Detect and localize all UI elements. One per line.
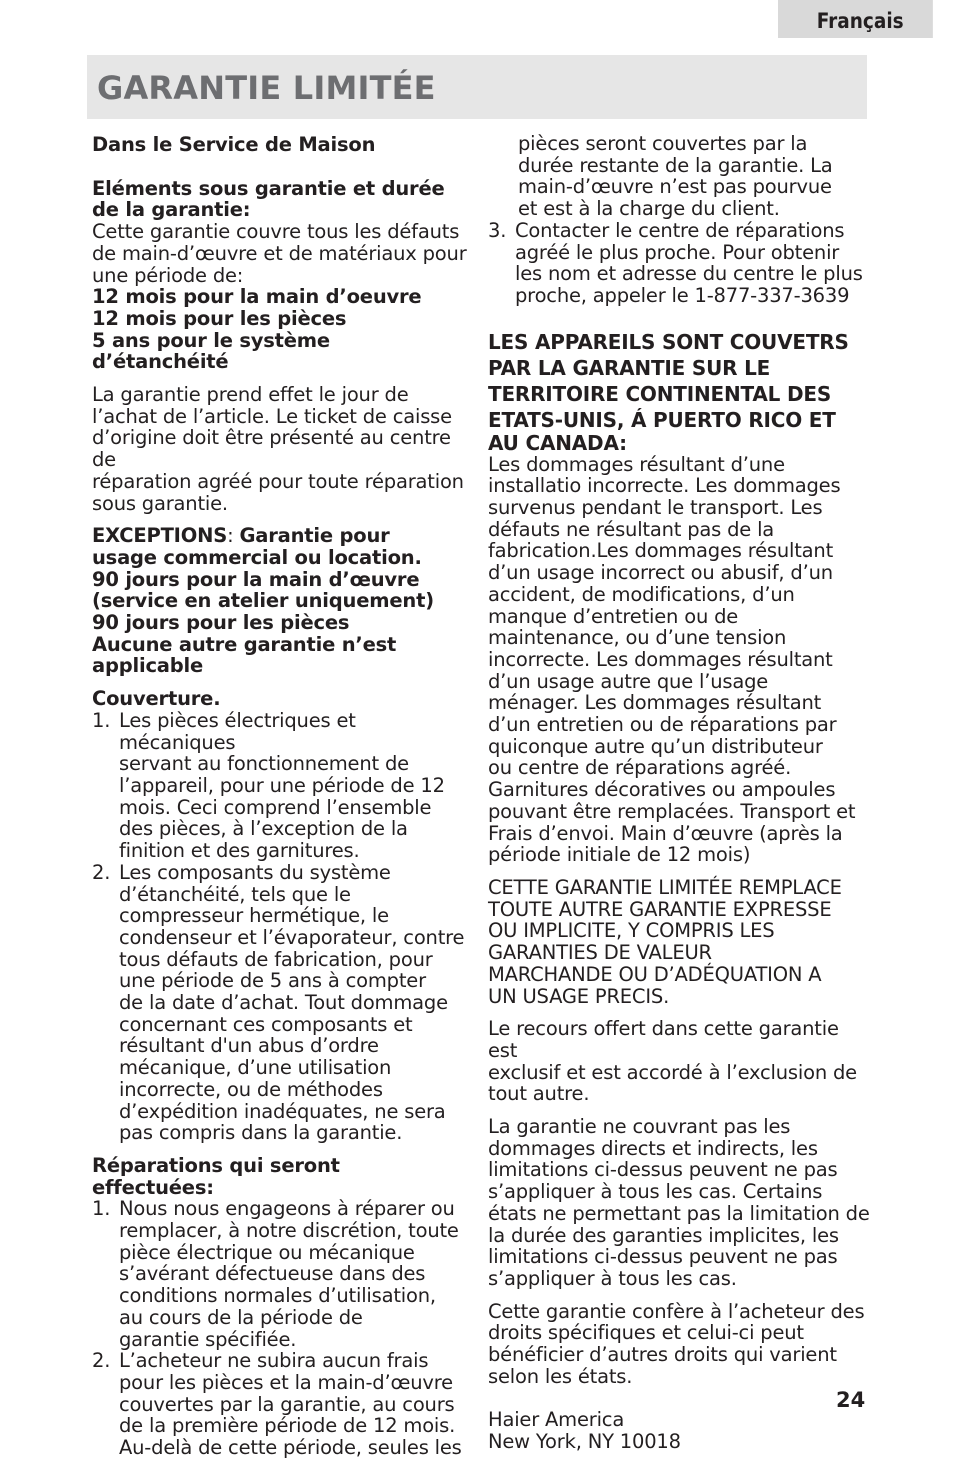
text-line: limitations ci-dessus peuvent ne pas [488,1158,838,1182]
text-line: La garantie prend effet le jour de [92,383,409,407]
repairs-heading-line: effectuées: [92,1175,214,1199]
text-line: Le recours offert dans cette garantie est [488,1017,839,1062]
exceptions-line: 90 jours pour la main d’œuvre [92,567,420,591]
coverage-heading: Couverture. [92,687,221,711]
text-line: d’un usage autre que l’usage [488,669,769,693]
elements-text [92,221,472,286]
title-bar [87,55,867,119]
period-line: d’étanchéité [92,350,229,374]
exceptions-line: (service en atelier uniquement) [92,589,434,613]
replaces-text [488,877,872,1007]
text-line: remplacer, à notre discrétion, toute [119,1219,459,1243]
text-line: Contacter le centre de réparations [515,218,845,242]
period-line: 5 ans pour le système [92,328,330,352]
territory-heading-line: ETATS-UNIS, Á PUERTO RICO ET [488,407,836,432]
text-line: droits spécifiques et celui-ci peut [488,1321,804,1345]
text-line: OU IMPLICITE, Y COMPRIS LES [488,919,775,943]
text-line: d’expédition inadéquates, ne sera [119,1099,446,1123]
list-item [92,710,472,862]
text-line: Nous nous engageons à réparer ou [119,1197,455,1221]
text-line: pas compris dans la garantie. [119,1121,403,1145]
text-line: période initiale de 12 mois) [488,843,751,867]
page-number: 24 [836,1388,866,1412]
text-line: pièces seront couvertes par la [518,132,808,155]
text-line: et est à la charge du client. [518,197,780,221]
territory-heading-line: LES APPAREILS SONT COUVETRS [488,329,849,354]
text-line: pièce électrique ou mécanique [119,1240,415,1264]
text-line: Au-delà de cette période, seules les [119,1436,462,1460]
effect-text [92,384,472,514]
text-line: couvertes par la garantie, au cours [119,1392,455,1416]
company-name: Haier America [488,1408,625,1432]
text-line: Les pièces électriques et mécaniques [119,708,356,754]
text-line: survenus pendant le transport. Les [488,496,823,520]
company-city: New York, NY 10018 [488,1430,681,1454]
text-line: UN USAGE PRECIS. [488,984,670,1008]
text-line: bénéficier d’autres droits qui varient [488,1343,837,1367]
text-line: fabrication.Les dommages résultant [488,539,834,563]
text-line: une période de: [92,263,244,287]
coverage-list [92,710,472,1144]
warranty-periods [92,286,472,373]
period-line: 12 mois pour les pièces [92,306,347,330]
text-line: incorrecte. Les dommages résultant [488,647,833,671]
text-line: TOUTE AUTRE GARANTIE EXPRESSE [488,897,832,921]
exceptions-line: usage commercial ou location. [92,545,422,569]
text-line: de la première période de 12 mois. [119,1414,456,1438]
text-line: conditions normales d’utilisation, [119,1284,436,1308]
text-line: concernant ces composants et [119,1012,413,1036]
repairs-heading-line: Réparations qui seront [92,1153,340,1177]
text-line: de la date d’achat. Tout dommage [119,991,448,1015]
exceptions-block [92,525,472,677]
text-line: compresseur hermétique, le [119,904,389,928]
elements-heading-line: de la garantie: [92,198,251,222]
text-line: Cette garantie couvre tous les défauts [92,220,460,244]
text-line: résultant d'un abus d’ordre [119,1034,379,1058]
exceptions-line: Garantie pour [239,524,390,548]
text-line: de main-d’œuvre et de matériaux pour [92,241,467,265]
repairs-heading [92,1155,472,1198]
text-line: proche, appeler le 1-877-337-3639 [515,283,850,307]
text-line: au cours de la période de [119,1305,363,1329]
text-line: d’un entretien ou de réparations par [488,713,837,737]
text-line: sous garantie. [92,491,228,515]
text-line: d’origine doit être présenté au centre [92,426,451,450]
text-line: la durée des garanties implicites, les [488,1223,839,1247]
list-item [92,862,472,1144]
company-address [488,1409,872,1452]
text-line: limitations ci-dessus peuvent ne pas [488,1245,838,1269]
exceptions-line: 90 jours pour les pièces [92,611,350,635]
text-line: finition et des garnitures. [119,839,360,863]
territory-heading-line: PAR LA GARANTIE SUR LE [488,355,771,380]
text-line: Garnitures décoratives ou ampoules [488,778,836,802]
period-line: 12 mois pour la main d’oeuvre [92,285,422,309]
text-line: accident, de modifications, d’un [488,582,795,606]
exceptions-label: EXCEPTIONS [92,524,228,548]
not-covering-text [488,1116,872,1290]
list-item [92,1198,472,1350]
text-line: agréé le plus proche. Pour obtenir [515,240,840,264]
repairs-continued [488,133,872,220]
text-line: Cette garantie confère à l’acheteur des [488,1299,865,1323]
text-line: des pièces, à l’exception de la [119,817,408,841]
text-line: tout autre. [488,1082,590,1106]
text-line: ménager. Les dommages résultant [488,691,822,715]
list-number: 1. [92,708,111,732]
service-heading: Dans le Service de Maison [92,133,376,156]
exceptions-line: Aucune autre garantie n’est [92,632,397,656]
right-column [488,133,872,1453]
list-number: 3. [488,218,507,242]
text-line: GARANTIES DE VALEUR [488,941,712,965]
text-line: Frais d’envoi. Main d’œuvre (après la [488,821,843,845]
text-line: La garantie ne couvrant pas les [488,1115,791,1139]
rights-text [488,1301,872,1388]
text-line: incorrecte, ou de méthodes [119,1077,383,1101]
text-line: condenseur et l’évaporateur, contre [119,925,465,949]
list-number: 2. [92,860,111,884]
elements-heading [92,178,472,221]
text-line: pour les pièces et la main-d’œuvre [119,1370,453,1394]
text-line: défauts ne résultant pas de la [488,517,775,541]
text-line: l’achat de l’article. Le ticket de caisse [92,404,452,428]
territory-heading [488,329,872,454]
text-line: s’appliquer à tous les cas. Certains [488,1180,823,1204]
territory-heading-line: TERRITOIRE CONTINENTAL DES [488,381,832,406]
list-item [92,1350,472,1459]
text-line: Les composants du système [119,860,391,884]
list-number: 2. [92,1349,111,1373]
text-line: durée restante de la garantie. La [518,153,833,177]
text-line: d’étanchéité, tels que le [119,882,351,906]
text-line: installatio incorrecte. Les dommages [488,474,841,498]
text-line: réparation agréé pour toute réparation [92,469,464,493]
text-line: d’un usage incorrect ou abusif, d’un [488,561,833,585]
repairs-list [92,1198,472,1458]
text-line: garantie spécifiée. [119,1327,297,1351]
text-line: l’appareil, pour une période de 12 [119,773,445,797]
text-line: pouvant être remplacées. Transport et [488,799,856,823]
language-tab: Français [778,0,933,38]
text-line: une période de 5 ans à compter [119,969,426,993]
text-line: ou centre de réparations agréé. [488,756,792,780]
text-line: L’acheteur ne subira aucun frais [119,1349,429,1373]
text-line: quiconque autre qu’un distributeur [488,734,823,758]
text-line: dommages directs et indirects, les [488,1136,818,1160]
repairs-list-continued [488,220,872,307]
text-line: exclusif et est accordé à l’exclusion de [488,1060,857,1084]
text-line: selon les états. [488,1364,633,1388]
text-line: servant au fonctionnement de [119,752,409,776]
text-line: mois. Ceci comprend l’ensemble [119,795,432,819]
text-line: s’appliquer à tous les cas. [488,1266,737,1290]
territory-heading-line: AU CANADA: [488,430,627,455]
text-line: de [92,448,116,472]
elements-heading-line: Eléments sous garantie et durée [92,176,445,200]
text-line: maintenance, ou d’une tension [488,626,787,650]
text-line: MARCHANDE OU D’ADÉQUATION A [488,962,822,986]
list-number: 1. [92,1197,111,1221]
recourse-text [488,1018,872,1105]
text-line: états ne permettant pas la limitation de [488,1201,870,1225]
page-title: GARANTIE LIMITÉE [97,69,436,107]
text-line: Les dommages résultant d’une [488,452,785,476]
text-line: les nom et adresse du centre le plus [515,262,863,286]
text-line: tous défauts de fabrication, pour [119,947,433,971]
text-line: CETTE GARANTIE LIMITÉE REMPLACE [488,875,842,899]
text-line: mécanique, d’une utilisation [119,1056,392,1080]
text-line: manque d’entretien ou de [488,604,739,628]
text-line: s’avérant défectueuse dans des [119,1262,426,1286]
exceptions-colon: : [227,524,240,548]
text-line: main-d’œuvre n’est pas pourvue [518,175,832,199]
list-item [488,220,872,307]
left-column [92,133,472,1459]
exceptions-first-line [92,525,472,547]
exclusions-text [488,454,872,866]
exceptions-line: applicable [92,654,204,678]
